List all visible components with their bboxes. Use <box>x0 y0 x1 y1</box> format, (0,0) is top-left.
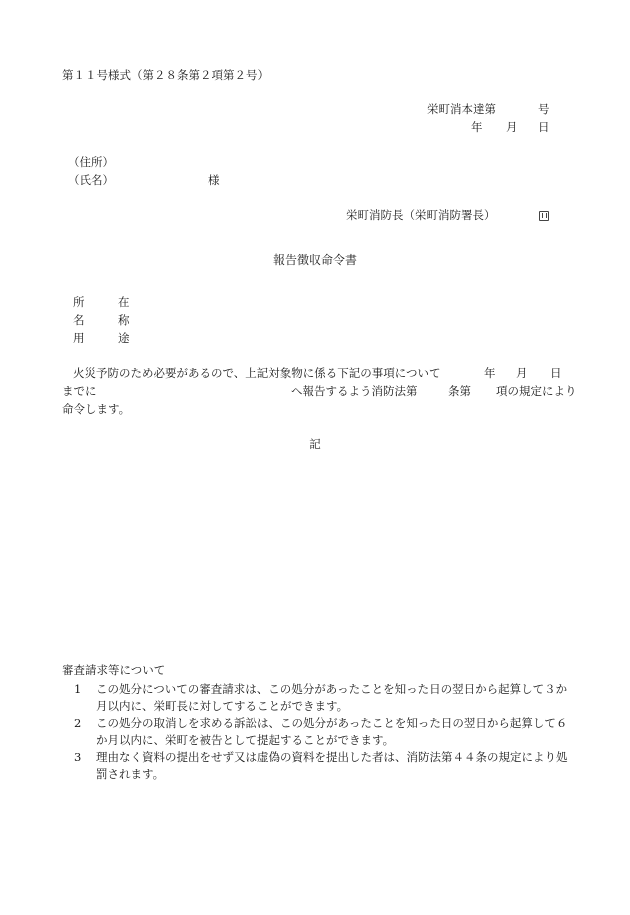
field-location-char1: 所 <box>73 295 85 309</box>
note-item-text: この処分の取消しを求める訴訟は、この処分があったことを知った日の翌日から起算して６か月以内に、栄町を被告として提起することができます。 <box>96 716 568 747</box>
date-year: 年 <box>471 120 483 134</box>
field-use-char1: 用 <box>73 331 85 345</box>
body-line1-text: 火災予防のため必要があるので、上記対象物に係る下記の事項について <box>73 366 441 380</box>
doc-number-prefix: 栄町消本達第 <box>427 102 496 116</box>
field-location-char2: 在 <box>118 295 130 309</box>
body-line2-article: 条第 <box>448 384 471 398</box>
recipient-honorific: 様 <box>208 173 220 187</box>
body-line1-year: 年 <box>484 366 496 380</box>
note-item-number: 1 <box>74 682 82 696</box>
note-item-text: この処分についての審査請求は、この処分があったことを知った日の翌日から起算して３か月以内に、栄町長に対してすることができます。 <box>96 682 568 713</box>
body-line2-start: までに <box>62 384 97 398</box>
body-line2-mid: へ報告するよう消防法第 <box>291 384 418 398</box>
note-item-2 <box>62 715 568 749</box>
date-day: 日 <box>538 120 550 134</box>
note-item-number: 2 <box>74 716 82 730</box>
document-title: 報告徴収命令書 <box>272 253 357 267</box>
recipient-address-label: （住所） <box>68 155 114 169</box>
field-name-char1: 名 <box>73 313 85 327</box>
doc-number-suffix: 号 <box>538 102 550 116</box>
date-month: 月 <box>506 120 518 134</box>
note-item-text: 理由なく資料の提出をせず又は虚偽の資料を提出した者は、消防法第４４条の規定により処罰されます。 <box>96 750 568 781</box>
note-item-1 <box>62 681 568 715</box>
body-line1-month: 月 <box>516 366 528 380</box>
field-use-char2: 途 <box>118 331 130 345</box>
seal-mark-icon <box>539 210 549 222</box>
note-item-number: 3 <box>74 750 82 764</box>
body-line3: 命令します。 <box>62 402 131 416</box>
notes-heading: 審査請求等について <box>62 663 166 677</box>
note-item-3 <box>62 749 568 783</box>
recipient-name-label: （氏名） <box>68 173 114 187</box>
issuer-name: 栄町消防長（栄町消防署長） <box>346 208 496 222</box>
form-label: 第１１号様式（第２８条第２項第２号） <box>62 68 269 82</box>
body-line1-day: 日 <box>550 366 562 380</box>
field-name-char2: 称 <box>118 313 130 327</box>
ki-marker: 記 <box>309 437 321 451</box>
body-line2-end: 項の規定により <box>496 384 577 398</box>
